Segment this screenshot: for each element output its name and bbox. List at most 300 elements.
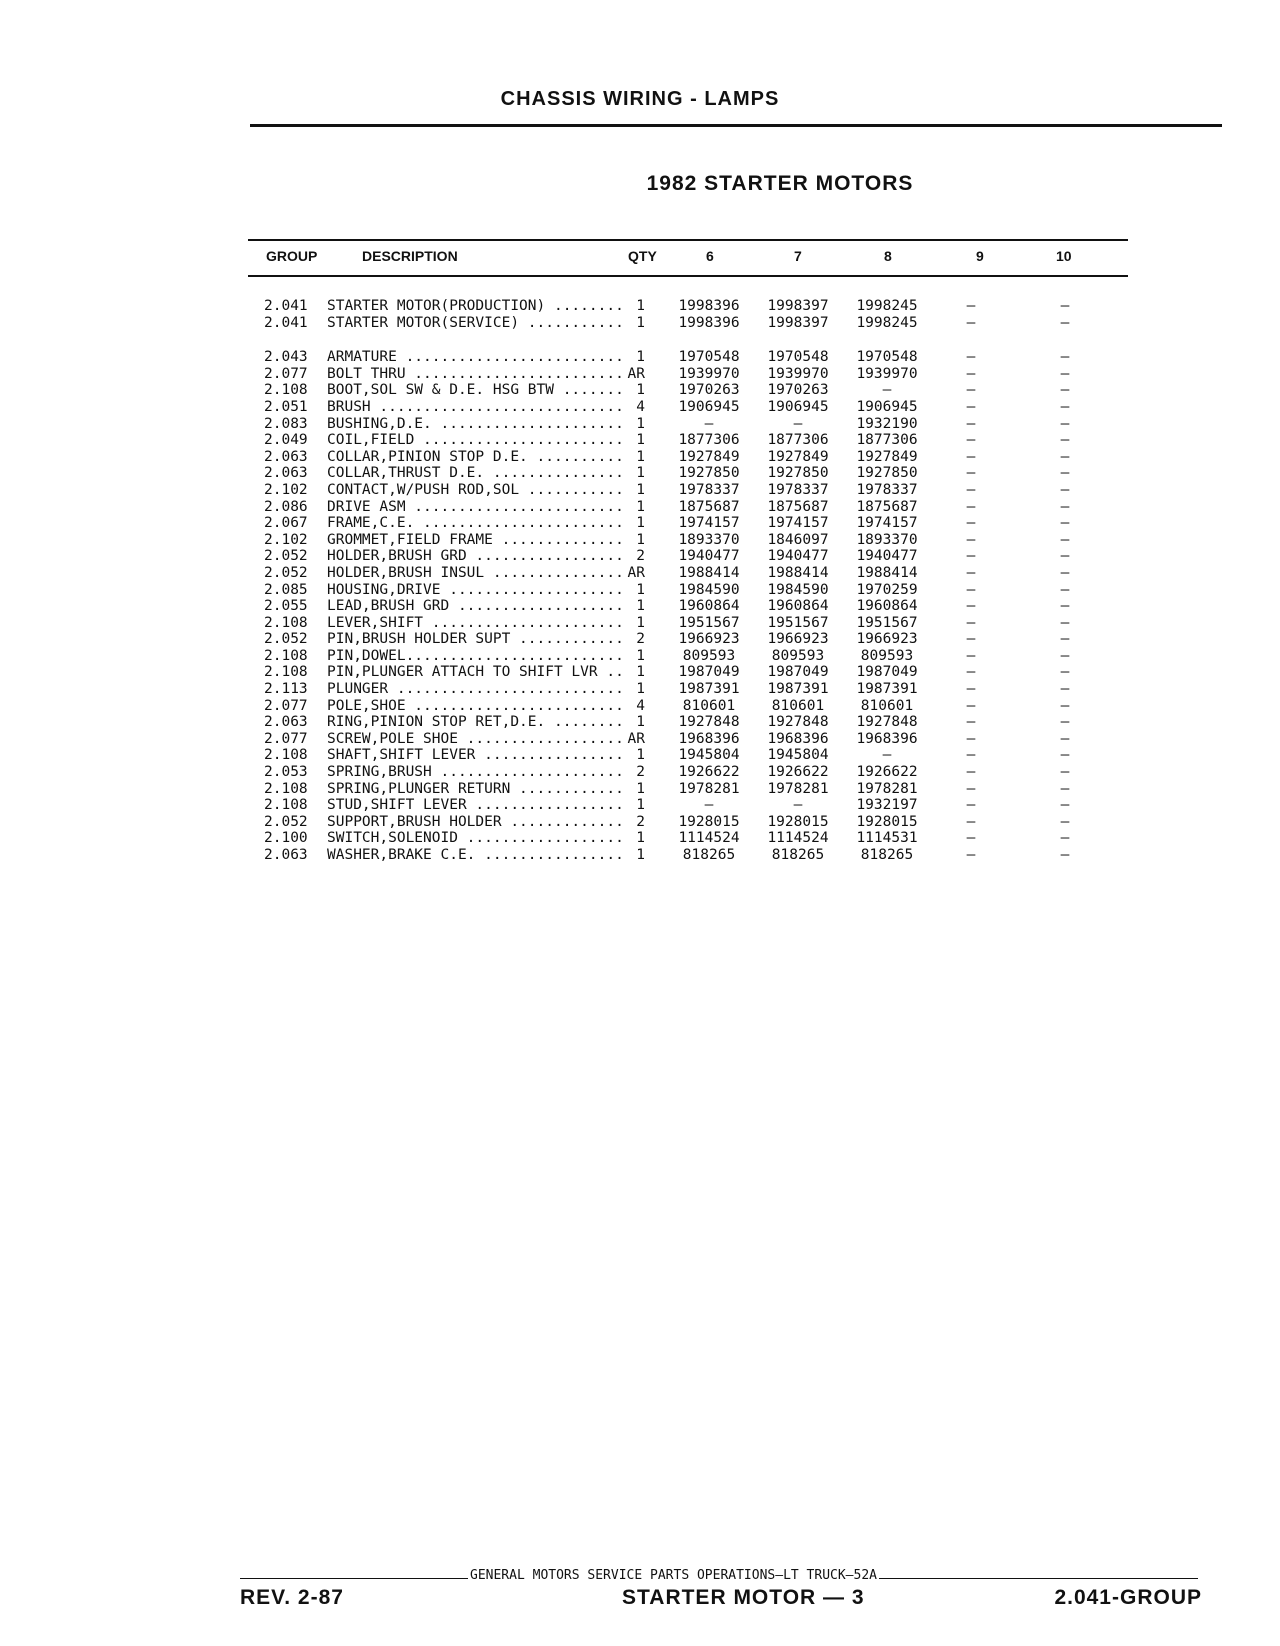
cell-c6: 1928015 (678, 813, 740, 830)
cell-group: 2.102 (264, 531, 308, 548)
cell-desc: BOOT,SOL SW & D.E. HSG BTW ....... (327, 382, 624, 399)
footer-section: STARTER MOTOR — 3 (622, 1586, 865, 1609)
table-top-rule (248, 239, 1128, 241)
cell-c6: 1927849 (678, 448, 740, 465)
cell-c10: — (1060, 681, 1070, 698)
cell-c9: — (966, 349, 976, 366)
cell-c9: — (966, 830, 976, 847)
cell-c7: 1987049 (767, 664, 829, 681)
cell-qty: 1 (636, 415, 645, 432)
cell-c8: 1978281 (856, 780, 918, 797)
cell-c6: 1926622 (678, 764, 740, 781)
cell-group: 2.077 (264, 730, 308, 747)
cell-qty: 1 (636, 581, 645, 598)
table-row (0, 781, 1280, 798)
col-header-qty: QTY (628, 248, 657, 264)
cell-group: 2.063 (264, 847, 308, 863)
cell-c8: 1114531 (856, 830, 918, 847)
cell-c8: 1940477 (856, 548, 918, 565)
cell-c6: 1970263 (678, 382, 740, 399)
cell-c7: 809593 (771, 647, 825, 664)
cell-desc: SPRING,PLUNGER RETURN ............ (327, 780, 624, 797)
cell-c10: — (1060, 780, 1070, 797)
cell-c8: 1987049 (856, 664, 918, 681)
cell-group: 2.049 (264, 432, 308, 449)
cell-group: 2.108 (264, 664, 308, 681)
cell-group: 2.052 (264, 631, 308, 648)
cell-c7: 1970263 (767, 382, 829, 399)
cell-c10: — (1060, 314, 1070, 331)
cell-c10: — (1060, 349, 1070, 366)
cell-c10: — (1060, 730, 1070, 747)
cell-c7: 1927848 (767, 714, 829, 731)
cell-c10: — (1060, 481, 1070, 498)
cell-group: 2.041 (264, 314, 308, 331)
cell-c6: 1987049 (678, 664, 740, 681)
cell-group: 2.108 (264, 647, 308, 664)
cell-group: 2.108 (264, 780, 308, 797)
cell-c9: — (966, 813, 976, 830)
cell-qty: AR (627, 365, 645, 382)
cell-c9: — (966, 548, 976, 565)
table-row (0, 714, 1280, 731)
cell-c8: 1968396 (856, 730, 918, 747)
cell-desc: STARTER MOTOR(SERVICE) ........... (327, 314, 624, 331)
table-row (0, 499, 1280, 516)
cell-desc: PLUNGER .......................... (327, 681, 624, 698)
cell-qty: 1 (636, 432, 645, 449)
cell-c8: 1978337 (856, 481, 918, 498)
cell-c6: 1978281 (678, 780, 740, 797)
cell-c6: 1998396 (678, 314, 740, 331)
cell-desc: COLLAR,THRUST D.E. ............... (327, 465, 624, 482)
cell-c10: — (1060, 697, 1070, 714)
cell-c9: — (966, 581, 976, 598)
cell-group: 2.086 (264, 498, 308, 515)
cell-c7: 1114524 (767, 830, 829, 847)
cell-c6: 1877306 (678, 432, 740, 449)
cell-c6: 1998396 (678, 298, 740, 314)
cell-c8: 1875687 (856, 498, 918, 515)
cell-desc: BRUSH ............................ (327, 398, 624, 415)
cell-desc: SCREW,POLE SHOE .................. (327, 730, 624, 747)
cell-c10: — (1060, 813, 1070, 830)
table-row (0, 532, 1280, 549)
table-row (0, 698, 1280, 715)
cell-desc: WASHER,BRAKE C.E. ................ (327, 847, 624, 863)
cell-c7: 1998397 (767, 298, 829, 314)
cell-qty: 1 (636, 465, 645, 482)
cell-qty: 2 (636, 548, 645, 565)
cell-desc: HOUSING,DRIVE .................... (327, 581, 624, 598)
cell-c6: — (704, 797, 714, 814)
cell-c8: 1960864 (856, 598, 918, 615)
cell-qty: 1 (636, 830, 645, 847)
cell-group: 2.052 (264, 813, 308, 830)
table-row (0, 731, 1280, 748)
cell-c6: 1939970 (678, 365, 740, 382)
cell-qty: 1 (636, 531, 645, 548)
cell-desc: GROMMET,FIELD FRAME .............. (327, 531, 624, 548)
cell-desc: ARMATURE ......................... (327, 349, 624, 366)
table-row (0, 515, 1280, 532)
cell-qty: 1 (636, 847, 645, 863)
table-row (0, 482, 1280, 499)
cell-c8: 1970548 (856, 349, 918, 366)
cell-c9: — (966, 730, 976, 747)
cell-desc: BOLT THRU ........................ (327, 365, 624, 382)
cell-c9: — (966, 764, 976, 781)
cell-group: 2.108 (264, 382, 308, 399)
cell-desc: SHAFT,SHIFT LEVER ................ (327, 747, 624, 764)
cell-desc: FRAME,C.E. ....................... (327, 515, 624, 532)
cell-desc: COLLAR,PINION STOP D.E. .......... (327, 448, 624, 465)
cell-desc: SPRING,BRUSH ..................... (327, 764, 624, 781)
cell-c10: — (1060, 548, 1070, 565)
cell-c9: — (966, 432, 976, 449)
cell-c10: — (1060, 564, 1070, 581)
cell-c7: 810601 (771, 697, 825, 714)
cell-qty: 1 (636, 780, 645, 797)
cell-c9: — (966, 714, 976, 731)
table-row (0, 582, 1280, 599)
cell-c9: — (966, 664, 976, 681)
cell-c7: 1927849 (767, 448, 829, 465)
cell-c10: — (1060, 647, 1070, 664)
cell-desc: STUD,SHIFT LEVER ................. (327, 797, 624, 814)
cell-group: 2.102 (264, 481, 308, 498)
page-title: 1982 STARTER MOTORS (646, 172, 914, 195)
cell-c8: 1987391 (856, 681, 918, 698)
cell-c9: — (966, 531, 976, 548)
cell-c6: 818265 (682, 847, 736, 863)
table-row (0, 449, 1280, 466)
cell-c9: — (966, 382, 976, 399)
cell-qty: 2 (636, 764, 645, 781)
cell-c10: — (1060, 631, 1070, 648)
cell-c7: 818265 (771, 847, 825, 863)
cell-c10: — (1060, 465, 1070, 482)
cell-desc: PIN,PLUNGER ATTACH TO SHIFT LVR .. (327, 664, 624, 681)
cell-c8: 1951567 (856, 614, 918, 631)
cell-group: 2.067 (264, 515, 308, 532)
cell-c6: 1968396 (678, 730, 740, 747)
cell-c8: 1932190 (856, 415, 918, 432)
cell-c8: — (882, 747, 892, 764)
table-row (0, 399, 1280, 416)
cell-c7: 1939970 (767, 365, 829, 382)
cell-desc: PIN,BRUSH HOLDER SUPT ............ (327, 631, 624, 648)
cell-c8: 1988414 (856, 564, 918, 581)
cell-desc: HOLDER,BRUSH GRD ................. (327, 548, 624, 565)
cell-c7: 1970548 (767, 349, 829, 366)
cell-c6: 1988414 (678, 564, 740, 581)
cell-group: 2.083 (264, 415, 308, 432)
cell-c7: 1906945 (767, 398, 829, 415)
cell-group: 2.055 (264, 598, 308, 615)
cell-group: 2.041 (264, 298, 308, 314)
cell-c10: — (1060, 498, 1070, 515)
cell-group: 2.100 (264, 830, 308, 847)
cell-c9: — (966, 747, 976, 764)
cell-c8: 818265 (860, 847, 914, 863)
cell-c10: — (1060, 797, 1070, 814)
cell-c6: 1906945 (678, 398, 740, 415)
cell-group: 2.052 (264, 564, 308, 581)
cell-c8: 1926622 (856, 764, 918, 781)
cell-c6: 1114524 (678, 830, 740, 847)
cell-c9: — (966, 797, 976, 814)
cell-c8: 1974157 (856, 515, 918, 532)
cell-c7: 1978281 (767, 780, 829, 797)
cell-c7: 1875687 (767, 498, 829, 515)
cell-c8: 1970259 (856, 581, 918, 598)
table-row (0, 598, 1280, 615)
cell-c8: 1927849 (856, 448, 918, 465)
cell-desc: PIN,DOWEL......................... (327, 647, 624, 664)
cell-c7: — (793, 415, 803, 432)
cell-qty: 1 (636, 314, 645, 331)
cell-c10: — (1060, 664, 1070, 681)
cell-c7: 1927850 (767, 465, 829, 482)
cell-group: 2.113 (264, 681, 308, 698)
table-row (0, 615, 1280, 632)
cell-c6: 1984590 (678, 581, 740, 598)
cell-desc: BUSHING,D.E. ..................... (327, 415, 624, 432)
cell-qty: 2 (636, 813, 645, 830)
cell-qty: 1 (636, 614, 645, 631)
cell-group: 2.077 (264, 365, 308, 382)
cell-group: 2.108 (264, 747, 308, 764)
cell-c10: — (1060, 830, 1070, 847)
cell-qty: 1 (636, 448, 645, 465)
cell-qty: AR (627, 564, 645, 581)
cell-c7: 1968396 (767, 730, 829, 747)
footer-revision: REV. 2-87 (240, 1586, 344, 1609)
cell-c8: 1877306 (856, 432, 918, 449)
cell-c8: 1927848 (856, 714, 918, 731)
cell-c9: — (966, 365, 976, 382)
cell-group: 2.077 (264, 697, 308, 714)
cell-c7: 1988414 (767, 564, 829, 581)
cell-c9: — (966, 415, 976, 432)
cell-c7: 1945804 (767, 747, 829, 764)
cell-c9: — (966, 598, 976, 615)
cell-c9: — (966, 631, 976, 648)
cell-qty: 1 (636, 515, 645, 532)
cell-c10: — (1060, 598, 1070, 615)
cell-group: 2.108 (264, 797, 308, 814)
cell-c7: 1846097 (767, 531, 829, 548)
cell-desc: POLE,SHOE ........................ (327, 697, 624, 714)
cell-c8: 1966923 (856, 631, 918, 648)
cell-c10: — (1060, 365, 1070, 382)
cell-c9: — (966, 515, 976, 532)
table-header-rule (248, 275, 1128, 277)
table-row (0, 797, 1280, 814)
cell-qty: AR (627, 730, 645, 747)
cell-desc: STARTER MOTOR(PRODUCTION) ........ (327, 298, 624, 314)
table-row (0, 664, 1280, 681)
cell-c8: 1927850 (856, 465, 918, 482)
cell-c10: — (1060, 398, 1070, 415)
cell-c7: 1987391 (767, 681, 829, 698)
cell-c9: — (966, 847, 976, 863)
cell-desc: DRIVE ASM ........................ (327, 498, 624, 515)
cell-c7: 1926622 (767, 764, 829, 781)
cell-qty: 1 (636, 647, 645, 664)
cell-c6: 1927850 (678, 465, 740, 482)
cell-c9: — (966, 398, 976, 415)
col-header-description: DESCRIPTION (362, 248, 458, 264)
cell-c6: — (704, 415, 714, 432)
cell-c8: 1998245 (856, 298, 918, 314)
table-row (0, 382, 1280, 399)
footer-line-text: GENERAL MOTORS SERVICE PARTS OPERATIONS—LT TRUCK—52A (470, 1568, 877, 1583)
cell-qty: 1 (636, 664, 645, 681)
cell-qty: 1 (636, 681, 645, 698)
table-row (0, 315, 1280, 332)
cell-qty: 1 (636, 498, 645, 515)
cell-c6: 1960864 (678, 598, 740, 615)
cell-c8: 810601 (860, 697, 914, 714)
cell-group: 2.085 (264, 581, 308, 598)
cell-c7: 1951567 (767, 614, 829, 631)
table-row (0, 298, 1280, 315)
table-row (0, 631, 1280, 648)
cell-qty: 1 (636, 349, 645, 366)
cell-c6: 1951567 (678, 614, 740, 631)
cell-c10: — (1060, 515, 1070, 532)
cell-c9: — (966, 697, 976, 714)
cell-c6: 810601 (682, 697, 736, 714)
cell-c6: 1945804 (678, 747, 740, 764)
col-header-8: 8 (884, 248, 892, 264)
cell-desc: SUPPORT,BRUSH HOLDER ............. (327, 813, 624, 830)
table-row (0, 648, 1280, 665)
cell-qty: 1 (636, 382, 645, 399)
cell-c7: 1966923 (767, 631, 829, 648)
cell-c8: 1928015 (856, 813, 918, 830)
cell-c6: 1966923 (678, 631, 740, 648)
table-row (0, 565, 1280, 582)
table-row (0, 366, 1280, 383)
table-row (0, 432, 1280, 449)
cell-desc: CONTACT,W/PUSH ROD,SOL ........... (327, 481, 624, 498)
cell-c6: 1940477 (678, 548, 740, 565)
col-header-10: 10 (1056, 248, 1072, 264)
cell-group: 2.063 (264, 448, 308, 465)
cell-c8: 1906945 (856, 398, 918, 415)
cell-c10: — (1060, 298, 1070, 314)
cell-qty: 1 (636, 298, 645, 314)
header-rule (250, 124, 1222, 127)
cell-c10: — (1060, 847, 1070, 863)
cell-group: 2.052 (264, 548, 308, 565)
cell-c9: — (966, 647, 976, 664)
table-row (0, 349, 1280, 366)
col-header-6: 6 (706, 248, 714, 264)
cell-c6: 1974157 (678, 515, 740, 532)
cell-desc: COIL,FIELD ....................... (327, 432, 624, 449)
cell-c9: — (966, 681, 976, 698)
cell-c10: — (1060, 714, 1070, 731)
cell-c7: 1928015 (767, 813, 829, 830)
cell-qty: 4 (636, 697, 645, 714)
cell-qty: 1 (636, 481, 645, 498)
cell-c9: — (966, 465, 976, 482)
cell-c9: — (966, 780, 976, 797)
cell-qty: 1 (636, 747, 645, 764)
table-row (0, 747, 1280, 764)
cell-c7: 1978337 (767, 481, 829, 498)
cell-c9: — (966, 564, 976, 581)
cell-desc: LEVER,SHIFT ...................... (327, 614, 624, 631)
cell-group: 2.053 (264, 764, 308, 781)
section-header: CHASSIS WIRING - LAMPS (500, 88, 780, 110)
parts-table (0, 298, 1280, 864)
cell-qty: 2 (636, 631, 645, 648)
cell-qty: 1 (636, 598, 645, 615)
cell-qty: 4 (636, 398, 645, 415)
cell-c10: — (1060, 764, 1070, 781)
cell-group: 2.051 (264, 398, 308, 415)
col-header-7: 7 (794, 248, 802, 264)
col-header-9: 9 (976, 248, 984, 264)
cell-c7: 1984590 (767, 581, 829, 598)
cell-group: 2.063 (264, 465, 308, 482)
cell-c10: — (1060, 432, 1070, 449)
cell-c8: 1893370 (856, 531, 918, 548)
cell-c8: 809593 (860, 647, 914, 664)
table-row (0, 764, 1280, 781)
cell-c8: 1998245 (856, 314, 918, 331)
col-header-group: GROUP (266, 248, 318, 264)
cell-c7: 1974157 (767, 515, 829, 532)
table-row (0, 465, 1280, 482)
cell-c6: 809593 (682, 647, 736, 664)
cell-c7: — (793, 797, 803, 814)
table-row (0, 847, 1280, 864)
footer-group: 2.041-GROUP (1054, 1586, 1202, 1609)
cell-c10: — (1060, 415, 1070, 432)
table-row (0, 681, 1280, 698)
cell-desc: SWITCH,SOLENOID .................. (327, 830, 624, 847)
cell-group: 2.063 (264, 714, 308, 731)
cell-c6: 1978337 (678, 481, 740, 498)
cell-c9: — (966, 298, 976, 314)
cell-c7: 1960864 (767, 598, 829, 615)
table-row (0, 830, 1280, 847)
cell-c7: 1998397 (767, 314, 829, 331)
cell-c10: — (1060, 614, 1070, 631)
cell-c10: — (1060, 531, 1070, 548)
cell-c8: — (882, 382, 892, 399)
cell-qty: 1 (636, 714, 645, 731)
cell-qty: 1 (636, 797, 645, 814)
cell-c9: — (966, 448, 976, 465)
table-row (0, 814, 1280, 831)
table-row (0, 416, 1280, 433)
cell-c6: 1927848 (678, 714, 740, 731)
cell-c8: 1932197 (856, 797, 918, 814)
cell-c9: — (966, 614, 976, 631)
cell-c7: 1940477 (767, 548, 829, 565)
cell-c10: — (1060, 448, 1070, 465)
cell-c10: — (1060, 581, 1070, 598)
cell-desc: RING,PINION STOP RET,D.E. ........ (327, 714, 624, 731)
cell-c6: 1893370 (678, 531, 740, 548)
